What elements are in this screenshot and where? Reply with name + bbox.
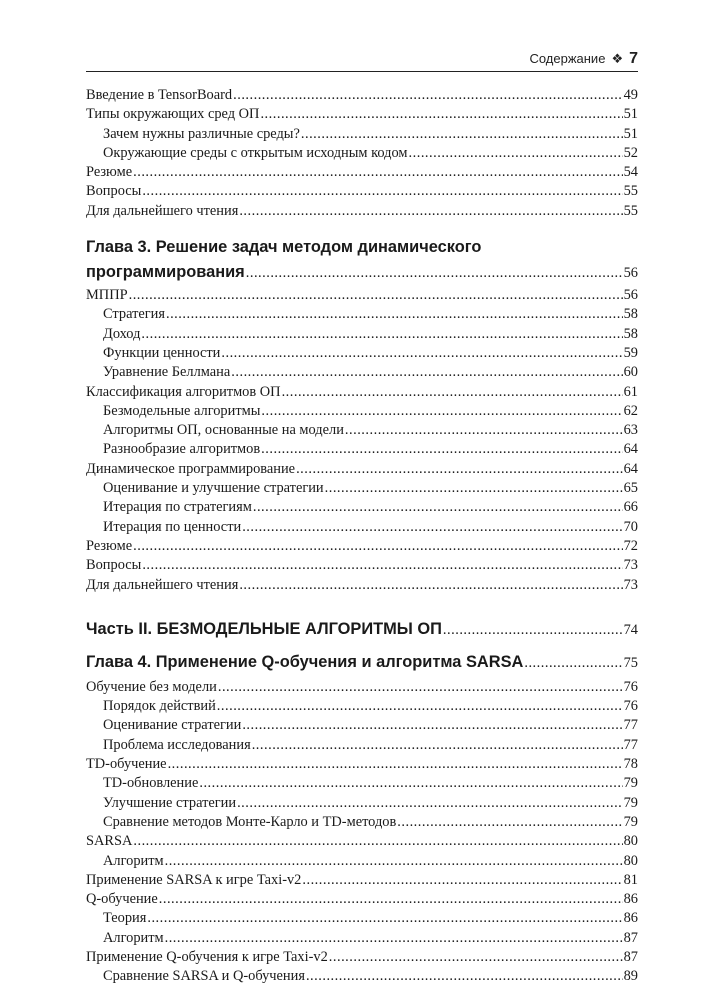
dot-leader <box>233 86 622 105</box>
toc-entry[interactable] <box>86 576 638 595</box>
toc-entry[interactable] <box>86 144 638 163</box>
toc-entry-page: 86 <box>623 910 638 927</box>
toc-entry-page: 86 <box>623 891 638 908</box>
toc-entry-page: 58 <box>623 325 638 342</box>
toc-entry[interactable] <box>86 678 638 697</box>
toc-entry-page: 51 <box>623 125 638 142</box>
toc-entry-title: Окружающие среды с открытым исходным кодом <box>103 144 408 161</box>
toc-chapter-4[interactable] <box>86 650 638 676</box>
toc-entry-page: 61 <box>623 383 638 400</box>
dot-leader <box>218 678 623 697</box>
chapter-4-page: 75 <box>623 654 638 671</box>
toc-entry-title: Улучшение стратегии <box>103 794 237 811</box>
toc-entry-title: Для дальнейшего чтения <box>86 202 239 219</box>
toc-entry[interactable] <box>86 460 638 479</box>
toc-entry-page: 87 <box>623 948 638 965</box>
dot-leader <box>296 460 623 479</box>
toc-entry[interactable] <box>86 325 638 344</box>
dot-leader <box>133 537 622 556</box>
dot-leader <box>409 144 623 163</box>
toc-entry-title: Уравнение Беллмана <box>103 364 231 381</box>
toc-entry-title: Стратегия <box>103 306 165 323</box>
toc-entry-title: Применение Q-обучения к игре Taxi-v2 <box>86 948 328 965</box>
chapter-3-title-line1: Глава 3. Решение задач методом динамического <box>86 238 482 257</box>
dot-leader <box>159 890 623 909</box>
dot-leader <box>397 813 622 832</box>
toc-entry[interactable] <box>86 498 638 517</box>
toc-entry-page: 55 <box>623 183 638 200</box>
toc-entry-page: 66 <box>623 499 638 516</box>
toc-entry-title: SARSA <box>86 833 133 850</box>
toc-group-chapter3 <box>86 286 638 595</box>
dot-leader <box>142 182 622 201</box>
toc-entry[interactable] <box>86 736 638 755</box>
dot-leader <box>252 736 623 755</box>
toc-entry-title: Безмодельные алгоритмы <box>103 402 261 419</box>
dot-leader <box>325 479 623 498</box>
toc-entry-title: Сравнение SARSA и Q-обучения <box>103 968 305 985</box>
toc-entry-page: 80 <box>623 852 638 869</box>
part-2-page: 74 <box>623 621 638 638</box>
toc-entry-title: Итерация по стратегиям <box>103 499 252 516</box>
toc-entry[interactable] <box>86 305 638 324</box>
toc-entry-title: Введение в TensorBoard <box>86 87 233 103</box>
toc-group-chapter4 <box>86 678 638 987</box>
toc-entry-page: 77 <box>623 717 638 734</box>
toc-entry[interactable] <box>86 697 638 716</box>
toc-entry-title: Типы окружающих сред ОП <box>86 106 260 123</box>
dot-leader <box>306 967 623 986</box>
dot-leader <box>231 363 622 382</box>
toc-entry-page: 79 <box>623 775 638 792</box>
toc-entry-page: 64 <box>623 441 638 458</box>
toc-entry[interactable] <box>86 86 638 105</box>
dot-leader <box>345 421 623 440</box>
toc-entry[interactable] <box>86 755 638 774</box>
dot-leader <box>302 871 622 890</box>
toc-entry-page: 60 <box>623 364 638 381</box>
toc-entry[interactable] <box>86 105 638 124</box>
toc-entry-page: 70 <box>623 518 638 535</box>
toc-entry[interactable] <box>86 774 638 793</box>
toc-entry[interactable] <box>86 286 638 305</box>
page-number: 7 <box>629 50 638 67</box>
toc-entry-page: 81 <box>623 871 638 888</box>
toc-entry-page: 49 <box>623 87 638 103</box>
toc-entry-title: Алгоритмы ОП, основанные на модели <box>103 422 344 439</box>
toc-entry-page: 56 <box>623 287 638 304</box>
toc-entry-title: Алгоритм <box>103 852 164 869</box>
toc-entry-page: 76 <box>623 698 638 715</box>
dot-leader <box>221 344 622 363</box>
toc-entry-page: 89 <box>623 968 638 985</box>
toc-group-chapter2-tail <box>86 86 638 221</box>
toc-entry-page: 79 <box>623 794 638 811</box>
chapter-3-page: 56 <box>623 265 638 282</box>
dot-leader <box>237 794 623 813</box>
toc-entry-title: Оценивание и улучшение стратегии <box>103 480 324 497</box>
toc-entry[interactable] <box>86 402 638 421</box>
toc-entry-title: Проблема исследования <box>103 736 251 753</box>
dot-leader <box>329 948 623 967</box>
dot-leader <box>246 261 623 286</box>
toc-entry-page: 80 <box>623 833 638 850</box>
dot-leader <box>261 402 622 421</box>
toc-entry-page: 51 <box>623 106 638 123</box>
toc-entry[interactable] <box>86 852 638 871</box>
chapter-3-title-line2: программирования <box>86 263 245 282</box>
toc-entry-page: 64 <box>623 460 638 477</box>
toc-entry-title: Доход <box>103 325 141 342</box>
dot-leader <box>261 440 622 459</box>
toc-entry[interactable] <box>86 440 638 459</box>
toc-entry-title: Порядок действий <box>103 698 216 715</box>
running-head <box>86 50 638 68</box>
toc-entry-title: Обучение без модели <box>86 678 217 695</box>
toc-entry-title: Применение SARSA к игре Taxi-v2 <box>86 871 302 888</box>
toc-entry-page: 59 <box>623 344 638 361</box>
toc-entry-page: 54 <box>623 164 638 181</box>
toc-entry-title: Резюме <box>86 164 133 181</box>
dot-leader <box>165 929 623 948</box>
toc-part-2[interactable] <box>86 617 638 643</box>
toc-entry-title: Вопросы <box>86 557 142 574</box>
toc-entry-title: Разнообразие алгоритмов <box>103 441 261 458</box>
toc-entry[interactable] <box>86 909 638 928</box>
toc-entry[interactable] <box>86 537 638 556</box>
toc-entry[interactable] <box>86 556 638 575</box>
toc-entry[interactable] <box>86 929 638 948</box>
dot-leader <box>282 383 623 402</box>
dot-leader <box>253 498 623 517</box>
toc-entry-title: TD-обучение <box>86 756 167 773</box>
toc-entry-title: Вопросы <box>86 183 142 200</box>
dot-leader <box>242 518 622 537</box>
part-2-title: Часть II. БЕЗМОДЕЛЬНЫЕ АЛГОРИТМЫ ОП <box>86 619 442 638</box>
toc-entry[interactable] <box>86 125 638 144</box>
dot-leader <box>133 163 622 182</box>
toc-entry[interactable] <box>86 421 638 440</box>
toc-entry-title: Q-обучение <box>86 891 158 908</box>
dot-leader <box>260 105 622 124</box>
toc-entry-page: 73 <box>623 576 638 593</box>
toc-chapter-3[interactable] <box>86 235 638 286</box>
chapter-4-title: Глава 4. Применение Q-обучения и алгоритма SARSA <box>86 652 524 671</box>
diamond-ornament-icon: ❖ <box>611 51 624 66</box>
toc-entry-title: Для дальнейшего чтения <box>86 576 239 593</box>
dot-leader <box>242 716 622 735</box>
toc-entry[interactable] <box>86 344 638 363</box>
toc-entry-title: Сравнение методов Монте-Карло и TD-методов <box>103 813 397 830</box>
dot-leader <box>165 852 623 871</box>
toc-entry[interactable] <box>86 794 638 813</box>
toc-entry[interactable] <box>86 716 638 735</box>
toc-entry-title: Алгоритм <box>103 929 164 946</box>
dot-leader <box>168 755 623 774</box>
dot-leader <box>166 305 623 324</box>
toc-entry-page: 72 <box>623 537 638 554</box>
toc-entry-page: 52 <box>623 144 638 161</box>
toc-entry-title: Оценивание стратегии <box>103 717 242 734</box>
toc-entry-title: Резюме <box>86 537 133 554</box>
toc-entry[interactable] <box>86 813 638 832</box>
toc-entry-page: 58 <box>623 306 638 323</box>
toc-entry[interactable] <box>86 163 638 182</box>
dot-leader <box>129 286 623 305</box>
dot-leader <box>142 556 622 575</box>
dot-leader <box>301 125 623 144</box>
dot-leader <box>524 651 622 676</box>
toc-entry-title: Итерация по ценности <box>103 518 242 535</box>
toc-entry-page: 77 <box>623 736 638 753</box>
toc-entry-title: Зачем нужны различные среды? <box>103 125 300 142</box>
dot-leader <box>199 774 622 793</box>
toc-entry-title: Динамическое программирование <box>86 460 296 477</box>
toc-entry[interactable] <box>86 832 638 851</box>
toc-entry-page: 78 <box>623 756 638 773</box>
dot-leader <box>239 202 622 221</box>
dot-leader <box>443 618 623 643</box>
toc-entry[interactable] <box>86 890 638 909</box>
toc-entry[interactable] <box>86 363 638 382</box>
toc-entry-page: 76 <box>623 678 638 695</box>
dot-leader <box>141 325 622 344</box>
toc-entry[interactable] <box>86 871 638 890</box>
toc-entry[interactable] <box>86 182 638 201</box>
toc-entry[interactable] <box>86 967 638 986</box>
toc-entry-page: 55 <box>623 202 638 219</box>
running-head-section: Содержание <box>529 51 606 66</box>
toc-entry-page: 63 <box>623 422 638 439</box>
toc-entry-title: МППР <box>86 287 128 304</box>
toc-entry[interactable] <box>86 383 638 402</box>
dot-leader <box>147 909 622 928</box>
toc-entry-page: 62 <box>623 402 638 419</box>
toc-entry-title: Теория <box>103 910 147 927</box>
toc-entry-page: 73 <box>623 557 638 574</box>
dot-leader <box>133 832 622 851</box>
toc-entry-title: Функции ценности <box>103 344 221 361</box>
toc-entry-page: 87 <box>623 929 638 946</box>
toc-entry[interactable] <box>86 948 638 967</box>
toc-entry-page: 65 <box>623 480 638 497</box>
dot-leader <box>217 697 623 716</box>
header-rule <box>86 71 638 72</box>
dot-leader <box>239 576 622 595</box>
toc-entry-page: 79 <box>623 813 638 830</box>
table-of-contents <box>86 86 638 987</box>
toc-entry[interactable] <box>86 479 638 498</box>
toc-entry-title: TD-обновление <box>103 775 199 792</box>
toc-entry[interactable] <box>86 518 638 537</box>
toc-entry-title: Классификация алгоритмов ОП <box>86 383 281 400</box>
toc-entry[interactable] <box>86 202 638 221</box>
